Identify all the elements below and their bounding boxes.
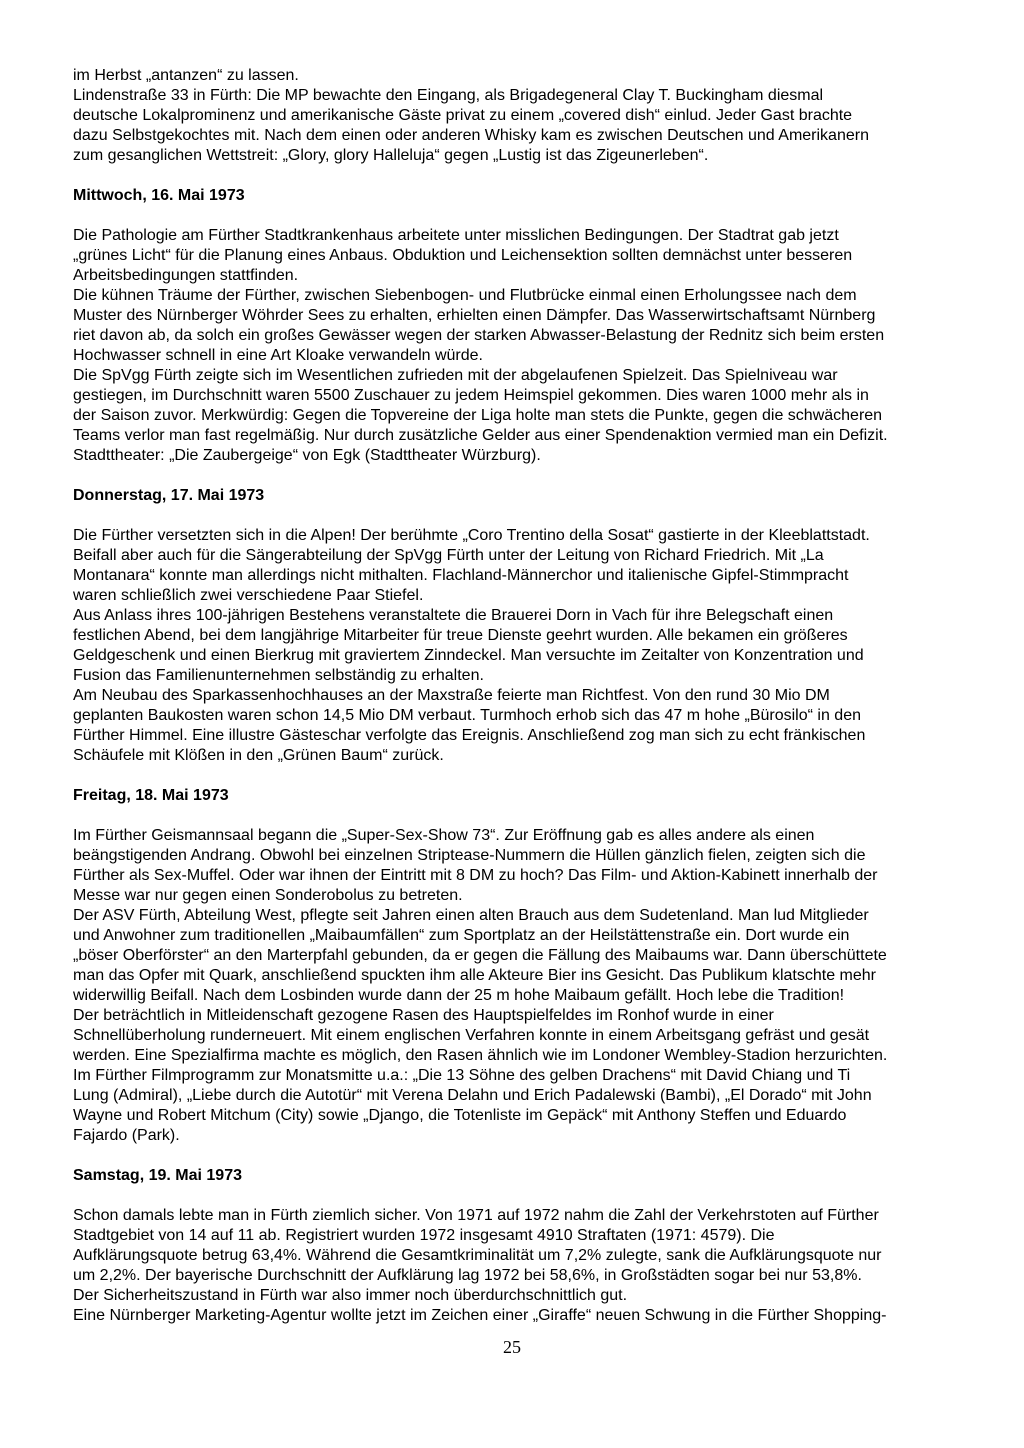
text-line: Hochwasser schnell in eine Art Kloake verwandeln würde. bbox=[73, 347, 483, 364]
text-line: Stadtgebiet von 14 auf 11 ab. Registriert wurden 1972 insgesamt 4910 Straftaten (1971: 4579). Die bbox=[73, 1227, 775, 1244]
text-line: Eine Nürnberger Marketing-Agentur wollte jetzt im Zeichen einer „Giraffe“ neuen Schwung in die Fürther Shopping- bbox=[73, 1307, 887, 1324]
text-line: Wayne und Robert Mitchum (City) sowie „Django, die Totenliste im Gepäck“ mit Anthony Steffen und Eduardo bbox=[73, 1107, 847, 1124]
text-line: widerwillig Beifall. Nach dem Losbinden wurde dann der 25 m hohe Maibaum gefällt. Hoch lebe die Tradition! bbox=[73, 987, 845, 1004]
text-line: der Saison zuvor. Merkwürdig: Gegen die Topvereine der Liga holte man stets die Punkte, gegen die schwächeren bbox=[73, 407, 883, 424]
text-line: Aus Anlass ihres 100-jährigen Bestehens veranstaltete die Brauerei Dorn in Vach für ihre Belegschaft einen bbox=[73, 607, 834, 624]
text-line: Fusion das Familienunternehmen selbständig zu erhalten. bbox=[73, 667, 484, 684]
text-line: Stadttheater: „Die Zaubergeige“ von Egk (Stadttheater Würzburg). bbox=[73, 447, 541, 464]
text-line: „böser Oberförster“ an den Marterpfahl gebunden, da er gegen die Fällung des Maibaums war. Dann überschüttete bbox=[73, 947, 887, 964]
text-line: riet davon ab, da solch ein großes Gewässer wegen der starken Abwasser-Belastung der Rednitz sich beim ersten bbox=[73, 327, 885, 344]
text-line: Schon damals lebte man in Fürth ziemlich sicher. Von 1971 auf 1972 nahm die Zahl der Verkehrstoten auf Fürther bbox=[73, 1207, 879, 1224]
text-line: um 2,2%. Der bayerische Durchschnitt der Aufklärung lag 1972 bei 58,6%, in Großstädten sogar bei nur 53,8%. bbox=[73, 1267, 862, 1284]
text-line: Der Sicherheitszustand in Fürth war also immer noch überdurchschnittlich gut. bbox=[73, 1287, 628, 1304]
text-line: Arbeitsbedingungen stattfinden. bbox=[73, 267, 299, 284]
text-line: festlichen Abend, bei dem langjährige Mitarbeiter für treue Dienste geehrt wurden. Alle bekamen ein größeres bbox=[73, 627, 848, 644]
text-line: Die Fürther versetzten sich in die Alpen! Der berühmte „Coro Trentino della Sosat“ gastierte in der Kleeblattstadt. bbox=[73, 527, 870, 544]
text-line: Die kühnen Träume der Fürther, zwischen Siebenbogen- und Flutbrücke einmal einen Erholungssee nach dem bbox=[73, 287, 857, 304]
text-line: im Herbst „antanzen“ zu lassen. bbox=[73, 67, 299, 84]
text-line: Messe war nur gegen einen Sonderobolus zu betreten. bbox=[73, 887, 463, 904]
text-line: Fürther als Sex-Muffel. Oder war ihnen der Eintritt mit 8 DM zu hoch? Das Film- und Aktion-Kabinett innerhalb der bbox=[73, 867, 878, 884]
text-line: waren schließlich zwei verschiedene Paar Stiefel. bbox=[73, 587, 424, 604]
section-heading: Freitag, 18. Mai 1973 bbox=[73, 787, 229, 804]
text-line: geplanten Baukosten waren schon 14,5 Mio DM verbaut. Turmhoch erhob sich das 47 m hohe „Bürosilo“ in den bbox=[73, 707, 861, 724]
text-line: beängstigenden Andrang. Obwohl bei einzelnen Striptease-Nummern die Hüllen gänzlich fielen, zeigten sich die bbox=[73, 847, 866, 864]
text-line: Am Neubau des Sparkassenhochhauses an der Maxstraße feierte man Richtfest. Von den rund 30 Mio DM bbox=[73, 687, 830, 704]
section-heading: Samstag, 19. Mai 1973 bbox=[73, 1167, 242, 1184]
text-line: Geldgeschenk und einen Bierkrug mit graviertem Zinndeckel. Man versuchte im Zeitalter von Konzentration und bbox=[73, 647, 864, 664]
text-line: werden. Eine Spezialfirma machte es möglich, den Rasen ähnlich wie im Londoner Wembley-Stadion herzurichten. bbox=[73, 1047, 888, 1064]
text-line: Der ASV Fürth, Abteilung West, pflegte seit Jahren einen alten Brauch aus dem Sudetenland. Man lud Mitglieder bbox=[73, 907, 869, 924]
section-heading: Donnerstag, 17. Mai 1973 bbox=[73, 487, 265, 504]
text-line: Fajardo (Park). bbox=[73, 1127, 180, 1144]
text-line: Schäufele mit Klößen in den „Grünen Baum“ zurück. bbox=[73, 747, 444, 764]
text-line: gestiegen, im Durchschnitt waren 5500 Zuschauer zu jedem Heimspiel gekommen. Dies waren 1000 mehr als in bbox=[73, 387, 869, 404]
text-line: Der beträchtlich in Mitleidenschaft gezogene Rasen des Hauptspielfeldes im Ronhof wurde in einer bbox=[73, 1007, 774, 1024]
document-body bbox=[73, 66, 951, 1326]
text-line: Muster des Nürnberger Wöhrder Sees zu erhalten, erhielten einen Dämpfer. Das Wasserwirtschaftsamt Nürnberg bbox=[73, 307, 876, 324]
section-heading: Mittwoch, 16. Mai 1973 bbox=[73, 187, 245, 204]
text-line: dazu Selbstgekochtes mit. Nach dem einen oder anderen Whisky kam es zwischen Deutschen und Amerikanern bbox=[73, 127, 869, 144]
text-line: Montanara“ konnte man allerdings nicht mithalten. Flachland-Männerchor und italienische Gipfel-Stimmpracht bbox=[73, 567, 849, 584]
text-line: Im Fürther Filmprogramm zur Monatsmitte u.a.: „Die 13 Söhne des gelben Drachens“ mit David Chiang und Ti bbox=[73, 1067, 851, 1084]
text-line: Die Pathologie am Fürther Stadtkrankenhaus arbeitete unter misslichen Bedingungen. Der Stadtrat gab jetzt bbox=[73, 227, 839, 244]
text-line: Beifall aber auch für die Sängerabteilung der SpVgg Fürth unter der Leitung von Richard Friedrich. Mit „La bbox=[73, 547, 824, 564]
text-line: zum gesanglichen Wettstreit: „Glory, glory Halleluja“ gegen „Lustig ist das Zigeunerleben“. bbox=[73, 147, 709, 164]
text-line: Lindenstraße 33 in Fürth: Die MP bewachte den Eingang, als Brigadegeneral Clay T. Buckingham diesmal bbox=[73, 87, 824, 104]
text-line: Lung (Admiral), „Liebe durch die Autotür“ mit Verena Delahn und Erich Padalewski (Bambi), „El Dorado“ mit John bbox=[73, 1087, 872, 1104]
text-line: „grünes Licht“ für die Planung eines Anbaus. Obduktion und Leichensektion sollten demnächst unter besseren bbox=[73, 247, 853, 264]
text-line: Im Fürther Geismannsaal begann die „Super-Sex-Show 73“. Zur Eröffnung gab es alles andere als einen bbox=[73, 827, 815, 844]
text-line: Aufklärungsquote betrug 63,4%. Während die Gesamtkriminalität um 7,2% zulegte, sank die Aufklärungsquote nur bbox=[73, 1247, 882, 1264]
text-line: deutsche Lokalprominenz und amerikanische Gäste privat zu einem „covered dish“ einlud. Jeder Gast brachte bbox=[73, 107, 853, 124]
text-line: man das Opfer mit Quark, anschließend spuckten ihm alle Akteure Bier ins Gesicht. Das Publikum klatschte mehr bbox=[73, 967, 877, 984]
text-line: und Anwohner zum traditionellen „Maibaumfällen“ zum Sportplatz an der Heilstättenstraße ein. Dort wurde ein bbox=[73, 927, 850, 944]
page-number: 25 bbox=[503, 1337, 521, 1357]
text-line: Fürther Himmel. Eine illustre Gästeschar verfolgte das Ereignis. Anschließend zog man sich zu echt fränkischen bbox=[73, 727, 866, 744]
text-line: Teams verlor man fast regelmäßig. Nur durch zusätzliche Gelder aus einer Spendenaktion vermied man ein Defizit. bbox=[73, 427, 888, 444]
text-line: Die SpVgg Fürth zeigte sich im Wesentlichen zufrieden mit der abgelaufenen Spielzeit. Das Spielniveau war bbox=[73, 367, 838, 384]
text-line: Schnellüberholung runderneuert. Mit einem englischen Verfahren konnte in einem Arbeitsgang gefräst und gesät bbox=[73, 1027, 870, 1044]
